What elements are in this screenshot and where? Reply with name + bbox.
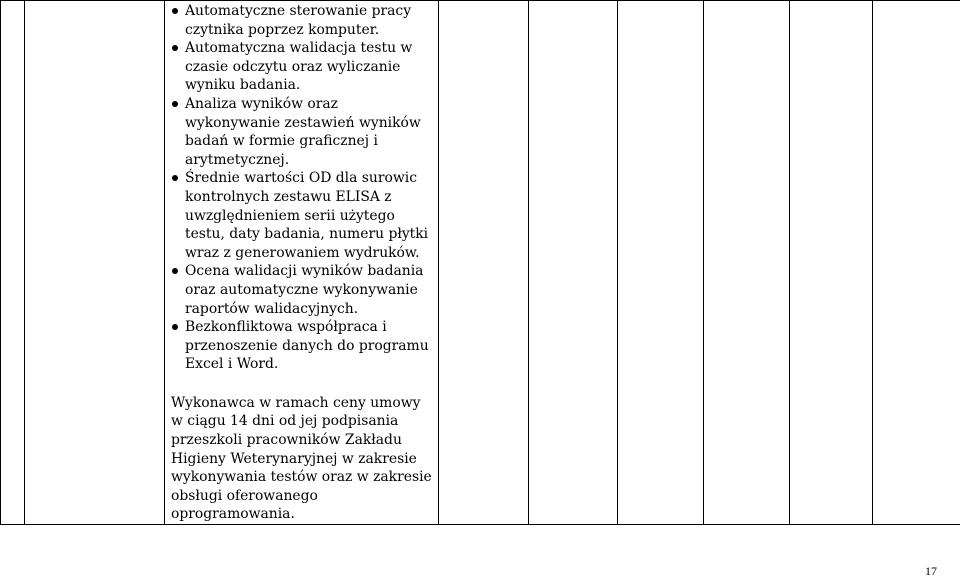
table-row	[1, 1, 960, 525]
list-item	[171, 2, 434, 39]
table-cell-empty	[873, 1, 960, 525]
list-item-text: Średnie wartości OD dla surowic kontrolnych zestawu ELISA z uwzględnieniem serii użytego testu, daty badania, numeru płytki wraz z generowaniem wydruków.	[185, 170, 429, 261]
bullet-icon	[172, 268, 178, 274]
list-item-text: Automatyczne sterowanie pracy czytnika poprzez komputer.	[185, 3, 412, 38]
list-item-text: Automatyczna walidacja testu w czasie odczytu oraz wyliczanie wyniku badania.	[185, 40, 413, 94]
list-item	[171, 262, 434, 318]
list-item	[171, 95, 434, 169]
table-cell-name	[25, 1, 165, 525]
bullet-icon	[172, 324, 178, 330]
table-cell-empty	[704, 1, 790, 525]
feature-list	[171, 2, 434, 374]
bullet-icon	[172, 101, 178, 107]
list-item	[171, 318, 434, 374]
table-cell-lp	[1, 1, 25, 525]
table-cell-empty	[439, 1, 529, 525]
table-cell-description	[165, 1, 439, 525]
table-cell-empty	[529, 1, 618, 525]
table-cell-empty	[790, 1, 873, 525]
page-number: 17	[925, 564, 937, 578]
bullet-icon	[172, 8, 178, 14]
bullet-icon	[172, 175, 178, 181]
list-item-text: Analiza wyników oraz wykonywanie zestawień wyników badań w formie graficznej i arytmetycznej.	[185, 95, 421, 168]
table-cell-empty	[618, 1, 704, 525]
list-item	[171, 169, 434, 262]
training-note: Wykonawca w ramach ceny umowy w ciągu 14 dni od jej podpisania przeszkoli pracowników Zakładu Higieny Weterynaryjnej w zakresie wykonywania testów oraz w zakresie obsługi oferowanego oprogramowania.	[171, 394, 432, 523]
bullet-icon	[172, 45, 178, 51]
list-item	[171, 39, 434, 95]
list-item-text: Bezkonfliktowa współpraca i przenoszenie danych do programu Excel i Word.	[185, 319, 429, 373]
list-item-text: Ocena walidacji wyników badania oraz automatyczne wykonywanie raportów walidacyjnych.	[185, 263, 424, 317]
